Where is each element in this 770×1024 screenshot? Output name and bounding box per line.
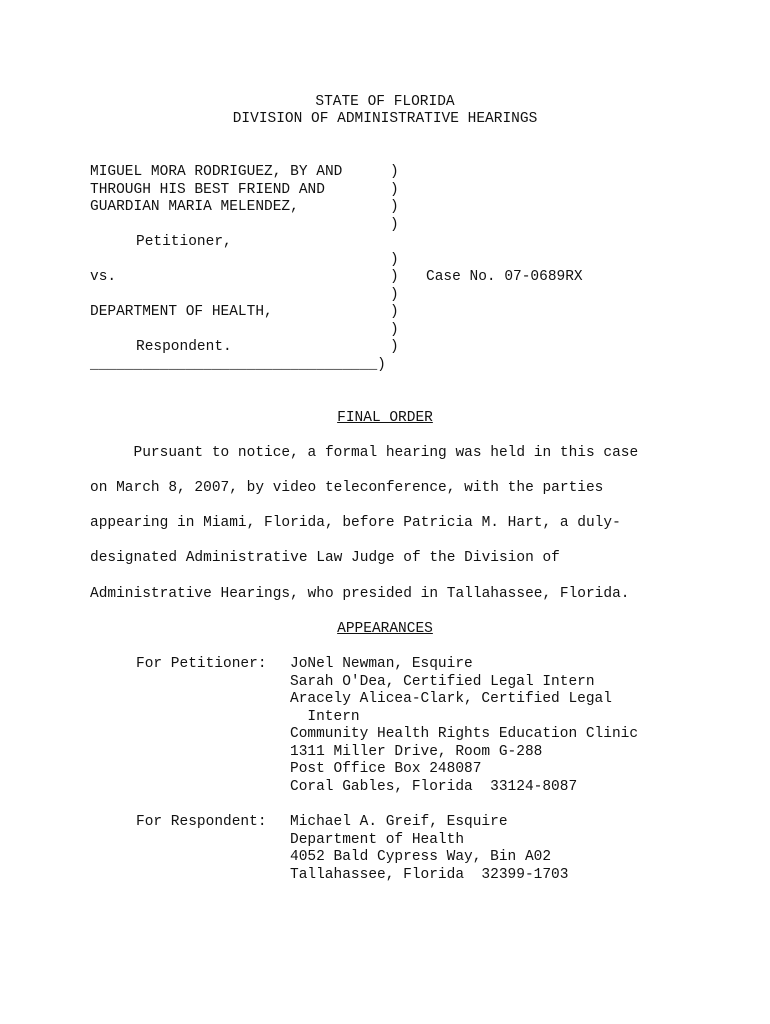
respondent-role: Respondent. bbox=[136, 339, 232, 355]
header-state: STATE OF FLORIDA bbox=[315, 94, 455, 110]
final-order-heading: FINAL ORDER bbox=[337, 410, 433, 426]
order-paragraph-line: on March 8, 2007, by video teleconference, with the parties bbox=[90, 480, 604, 496]
counsel-line: Intern bbox=[290, 708, 360, 725]
counsel-line: 1311 Miller Drive, Room G-288 bbox=[290, 743, 543, 760]
counsel-line: JoNel Newman, Esquire bbox=[290, 656, 473, 672]
order-paragraph-line: designated Administrative Law Judge of the Division of bbox=[90, 550, 560, 566]
case-number: Case No. 07-0689RX bbox=[426, 269, 583, 285]
appearances-heading: APPEARANCES bbox=[337, 621, 433, 637]
respondent-counsel-block bbox=[290, 814, 568, 884]
counsel-line: Coral Gables, Florida 33124-8087 bbox=[290, 778, 578, 795]
counsel-line: Post Office Box 248087 bbox=[290, 761, 482, 777]
petitioner-counsel-block bbox=[290, 656, 638, 796]
bracket: ) bbox=[390, 164, 399, 180]
order-paragraph-line: Pursuant to notice, a formal hearing was held in this case bbox=[90, 445, 639, 461]
bracket bbox=[390, 234, 399, 252]
petitioner-name-line: THROUGH HIS BEST FRIEND AND bbox=[90, 181, 325, 198]
order-paragraph-line: appearing in Miami, Florida, before Patricia M. Hart, a duly- bbox=[90, 515, 621, 531]
counsel-line: Michael A. Greif, Esquire bbox=[290, 814, 508, 830]
petitioner-name-line: GUARDIAN MARIA MELENDEZ, bbox=[90, 199, 299, 215]
counsel-line: Community Health Rights Education Clinic bbox=[290, 726, 639, 742]
bracket: ) bbox=[390, 269, 399, 285]
counsel-line: Department of Health bbox=[290, 831, 465, 848]
header-division: DIVISION OF ADMINISTRATIVE HEARINGS bbox=[232, 111, 538, 127]
respondent-name: DEPARTMENT OF HEALTH, bbox=[90, 304, 273, 320]
bracket: ) bbox=[390, 251, 399, 268]
bracket: ) bbox=[390, 286, 399, 303]
petitioner-counsel-label: For Petitioner: bbox=[136, 656, 267, 672]
bracket: ) bbox=[390, 216, 399, 233]
versus-label: vs. bbox=[90, 269, 117, 285]
caption-petitioner-block bbox=[90, 164, 342, 217]
bracket: ) bbox=[390, 339, 399, 355]
counsel-line: 4052 Bald Cypress Way, Bin A02 bbox=[290, 849, 552, 865]
counsel-line: Aracely Alicea-Clark, Certified Legal bbox=[290, 691, 612, 707]
bracket: ) bbox=[390, 199, 399, 215]
counsel-line: Sarah O'Dea, Certified Legal Intern bbox=[290, 673, 595, 690]
caption-underline-bracket: _________________________________) bbox=[90, 357, 386, 373]
order-paragraph-line: Administrative Hearings, who presided in Tallahassee, Florida. bbox=[90, 586, 630, 602]
petitioner-name-line: MIGUEL MORA RODRIGUEZ, BY AND bbox=[90, 164, 343, 180]
counsel-line: Tallahassee, Florida 32399-1703 bbox=[290, 866, 569, 883]
bracket: ) bbox=[390, 181, 399, 198]
respondent-counsel-label: For Respondent: bbox=[136, 814, 267, 830]
caption-bracket-column bbox=[390, 164, 399, 357]
bracket: ) bbox=[390, 321, 399, 338]
bracket: ) bbox=[390, 304, 399, 320]
petitioner-role: Petitioner, bbox=[136, 234, 232, 250]
